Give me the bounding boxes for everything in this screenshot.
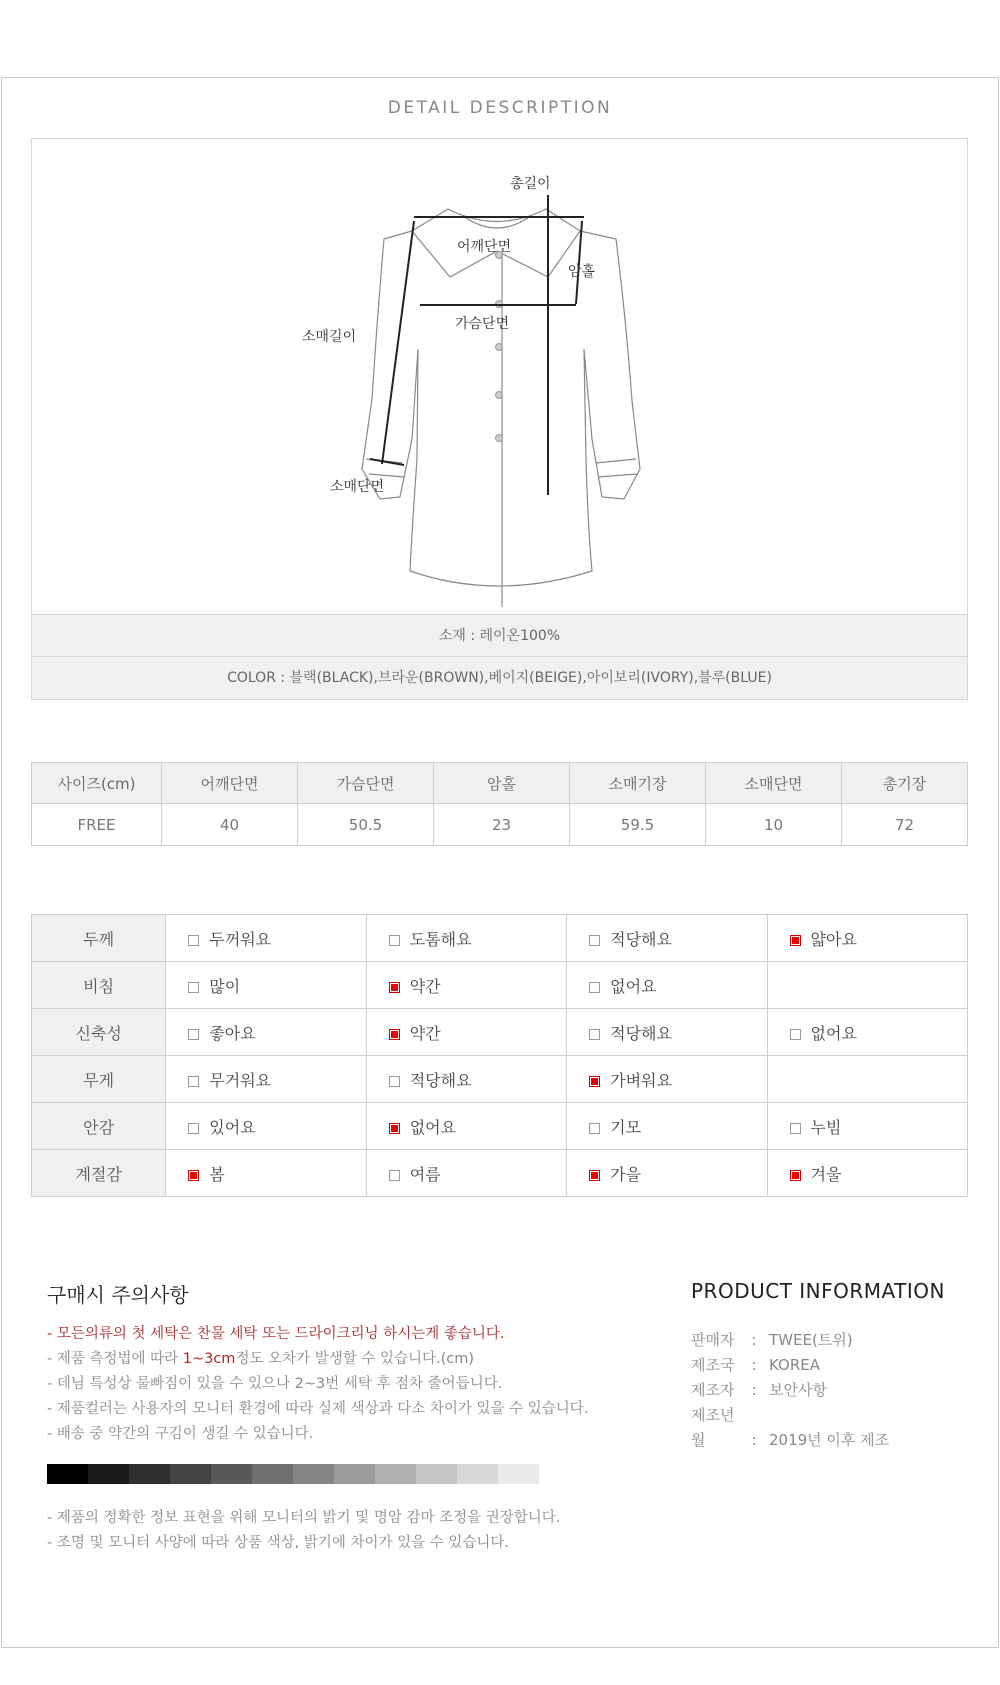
sleeve-width-cell: 10 [706,804,842,846]
feel-row-label: 신축성 [32,1009,166,1056]
product-info-row [691,1403,889,1453]
gradient-swatch [457,1464,498,1484]
note-line: - 배송 중 약간의 구김이 생길 수 있습니다. [47,1426,314,1442]
product-info-key: 제조국 [691,1356,735,1374]
feel-option [166,1103,366,1150]
product-info-key: 제조자 [691,1381,735,1399]
product-info-key: 제조년월 [691,1406,735,1449]
gradient-swatch [129,1464,170,1484]
product-info-row [691,1353,889,1378]
button-3 [496,344,503,351]
feel-option [767,1009,967,1056]
feel-option [567,1009,767,1056]
checked-box-icon [589,1076,600,1087]
feel-option-label: 두꺼워요 [209,929,272,949]
measure-sleeve-length [382,221,414,464]
note-line: - 제품컬러는 사용자의 모니터 환경에 따라 실제 색상과 다소 차이가 있을 수 있습니다. [47,1401,589,1417]
feel-option-label: 약간 [409,976,441,996]
feel-option [366,915,566,962]
table-row [32,1103,968,1150]
label-shoulder: 어깨단면 [457,239,512,255]
checked-box-icon [188,1170,199,1181]
feel-option-label: 가을 [610,1164,642,1184]
gradient-swatch [252,1464,293,1484]
gradient-swatch [293,1464,334,1484]
gradient-swatch [47,1464,88,1484]
checked-box-icon [389,982,400,993]
unchecked-box-icon [589,982,600,993]
unchecked-box-icon [389,935,400,946]
feel-option [567,915,767,962]
note-line: - 데님 특성상 물빠짐이 있을 수 있으나 2~3번 세탁 후 점차 줄어듭니다. [47,1376,503,1392]
unchecked-box-icon [389,1170,400,1181]
table-row [32,962,968,1009]
feel-option-label: 기모 [610,1117,642,1137]
monitor-notes [47,1506,560,1556]
size-table [31,762,968,846]
feel-option-label: 얇아요 [810,929,857,949]
shirt-illustration [32,139,967,614]
feel-option [366,1150,566,1197]
feel-option-label: 없어요 [810,1023,857,1043]
product-info-sep: : [751,1431,757,1449]
label-total-length: 총길이 [510,176,551,192]
monitor-gradient-bar [47,1464,539,1484]
feel-option-label: 없어요 [409,1117,457,1137]
gradient-swatch [416,1464,457,1484]
feel-option-label: 가벼워요 [610,1070,672,1090]
feel-option [567,1150,767,1197]
table-row [32,804,968,846]
feel-option-label: 무거워요 [209,1070,272,1090]
feel-option-label: 좋아요 [209,1023,256,1043]
gradient-swatch [498,1464,539,1484]
product-info-value: 보안사항 [769,1381,827,1399]
gradient-swatch [88,1464,129,1484]
product-info-sep: : [751,1381,757,1399]
feel-option [166,1056,366,1103]
button-5 [496,435,503,442]
measure-sleeve-width [370,459,404,465]
feel-option-label: 도톰해요 [409,929,472,949]
feel-option [767,1056,967,1103]
feel-option [366,1009,566,1056]
size-col-header: 사이즈(cm) [32,763,162,804]
feel-option [567,1103,767,1150]
product-info-key: 판매자 [691,1331,735,1349]
note-line: - 제품의 정확한 정보 표현을 위해 모니터의 밝기 및 명암 감마 조정을 권장합니다. [47,1510,561,1526]
feel-option [166,1009,366,1056]
feel-option [767,915,967,962]
unchecked-box-icon [188,1029,199,1040]
note-text: - 제품 측정법에 따라 [47,1351,183,1367]
feel-option [366,962,566,1009]
unchecked-box-icon [589,935,600,946]
unchecked-box-icon [389,1076,400,1087]
feel-option [166,915,366,962]
shoulder-cell: 40 [162,804,298,846]
feel-option-label: 약간 [409,1023,441,1043]
label-sleeve-width: 소매단면 [330,479,385,495]
unchecked-box-icon [188,1123,199,1134]
shoulder-col-header: 어깨단면 [162,763,298,804]
feel-option-label: 겨울 [810,1164,842,1184]
feel-option-label: 적당해요 [409,1070,472,1090]
unchecked-box-icon [589,1123,600,1134]
feel-row-label: 계절감 [32,1150,166,1197]
note-highlight: 1~3cm [182,1351,236,1367]
total-length-cell: 72 [842,804,968,846]
size-cell: FREE [32,804,162,846]
product-info-value: TWEE(트위) [769,1331,853,1349]
feel-option-label: 적당해요 [610,929,672,949]
unchecked-box-icon [188,1076,199,1087]
notes-title: 구매시 주의사항 [47,1283,189,1307]
feel-row-label: 두께 [32,915,166,962]
note-line: - 조명 및 모니터 사양에 따라 상품 색상, 밝기에 차이가 있을 수 있습니다. [47,1535,509,1551]
checked-box-icon [790,935,801,946]
product-info-row [691,1378,889,1403]
gradient-swatch [375,1464,416,1484]
button-4 [496,392,503,399]
unchecked-box-icon [790,1029,801,1040]
checked-box-icon [790,1170,801,1181]
color-info: COLOR : 블랙(BLACK),브라운(BROWN),베이지(BEIGE),아이보리(IVORY),블루(BLUE) [32,656,967,699]
right-cuff [596,459,638,477]
gradient-swatch [170,1464,211,1484]
note-text: 정도 오차가 발생할 수 있습니다.(cm) [235,1351,474,1367]
feel-option [366,1056,566,1103]
feel-option [366,1103,566,1150]
label-armhole: 암홀 [568,264,596,280]
product-info-value: 2019년 이후 제조 [769,1431,890,1449]
fabric-feel-table [31,914,968,1197]
product-info-list [691,1328,889,1453]
feel-row-label: 비침 [32,962,166,1009]
material-info: 소재 : 레이온100% [32,614,967,657]
unchecked-box-icon [790,1123,801,1134]
sleeve-length-col-header: 소매기장 [570,763,706,804]
table-row [32,1009,968,1056]
product-info-sep: : [751,1331,757,1349]
feel-row-label: 안감 [32,1103,166,1150]
note-line [47,1347,588,1372]
body-outline [362,231,640,586]
unchecked-box-icon [589,1029,600,1040]
product-info-value: KOREA [769,1356,820,1374]
feel-option-label: 없어요 [610,976,657,996]
feel-option [767,1103,967,1150]
detail-title: DETAIL DESCRIPTION [387,98,613,118]
checked-box-icon [389,1029,400,1040]
unchecked-box-icon [188,935,199,946]
chest-col-header: 가슴단면 [298,763,434,804]
feel-option [166,962,366,1009]
armhole-cell: 23 [434,804,570,846]
purchase-notes [47,1322,588,1447]
sleeve-length-cell: 59.5 [570,804,706,846]
feel-option-label: 적당해요 [610,1023,672,1043]
feel-option-label: 봄 [209,1164,225,1184]
checked-box-icon [589,1170,600,1181]
feel-option [767,1150,967,1197]
sleeve-width-col-header: 소매단면 [706,763,842,804]
feel-row-label: 무게 [32,1056,166,1103]
checked-box-icon [389,1123,400,1134]
gradient-swatch [211,1464,252,1484]
chest-cell: 50.5 [298,804,434,846]
gradient-swatch [334,1464,375,1484]
feel-option-label: 있어요 [209,1117,256,1137]
feel-option-label: 많이 [209,976,241,996]
product-info-title: PRODUCT INFORMATION [691,1279,945,1303]
feel-option-label: 여름 [409,1164,441,1184]
feel-option [567,962,767,1009]
size-table-header [32,763,968,804]
table-row [32,1150,968,1197]
product-info-sep: : [751,1356,757,1374]
label-chest: 가슴단면 [455,316,510,332]
feel-option [567,1056,767,1103]
total-length-col-header: 총기장 [842,763,968,804]
feel-option [166,1150,366,1197]
table-row [32,1056,968,1103]
feel-option [767,962,967,1009]
feel-option-label: 누빔 [810,1117,842,1137]
unchecked-box-icon [188,982,199,993]
table-row [32,915,968,962]
illustration-box [31,138,968,700]
armhole-col-header: 암홀 [434,763,570,804]
label-sleeve-length: 소매길이 [302,329,357,345]
product-info-row [691,1328,889,1353]
note-line: - 모든의류의 첫 세탁은 찬물 세탁 또는 드라이크리닝 하시는게 좋습니다. [47,1326,505,1342]
